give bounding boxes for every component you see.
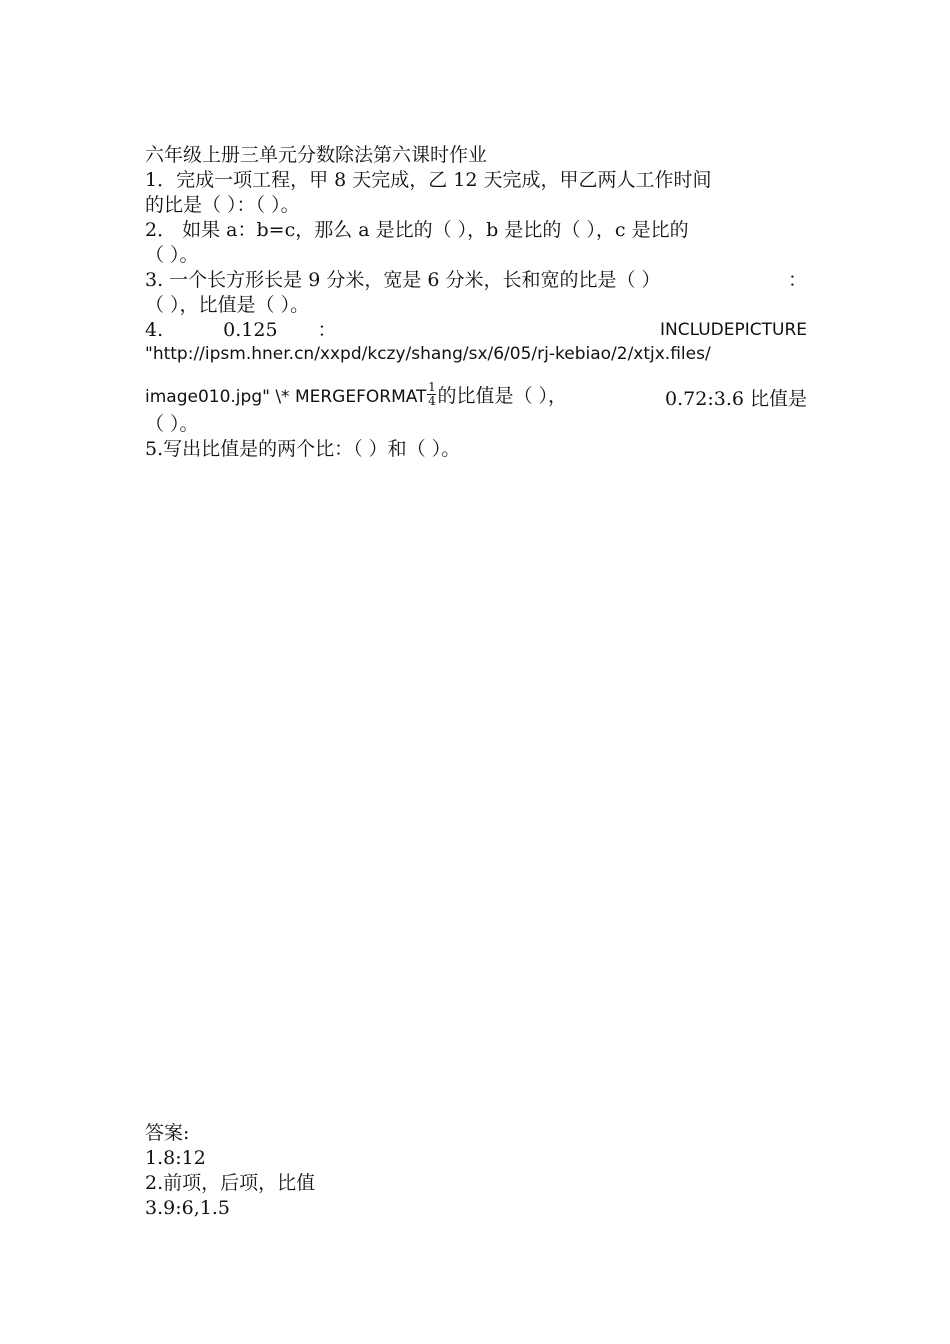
question-4-url: "http://ipsm.hner.cn/xxpd/kczy/shang/sx/6/05/rj-kebiao/2/xtjx.files/ <box>145 344 711 364</box>
question-1-line-1: 1．完成一项工程，甲 8 天完成，乙 12 天完成，甲乙两人工作时间 <box>145 169 712 191</box>
worksheet-body <box>145 143 807 462</box>
question-3-colon: ： <box>787 269 807 291</box>
question-4-line-3 <box>145 372 807 412</box>
question-4-value: 0.125 <box>223 318 278 341</box>
question-2-line-1: 2． 如果 a：b=c，那么 a 是比的（ ），b 是比的（ ），c 是比的 <box>145 219 689 241</box>
question-4-second-ratio: 0.72:3.6 比值是 <box>665 388 807 410</box>
answer-2: 2.前项，后项，比值 <box>145 1172 316 1194</box>
question-3-line-2: （ ），比值是（ ）。 <box>145 294 310 316</box>
answer-1: 1.8:12 <box>145 1147 206 1169</box>
question-3-line-1 <box>145 268 807 293</box>
answer-3: 3.9:6,1.5 <box>145 1197 230 1219</box>
question-4-line-4: （ ）。 <box>145 413 199 435</box>
question-3-text: 3. 一个长方形长是 9 分米，宽是 6 分米，长和宽的比是（ ） <box>145 269 661 291</box>
question-4-image-ref <box>145 380 567 412</box>
question-4-colon: ： <box>317 318 337 341</box>
question-4-field-code: INCLUDEPICTURE <box>659 320 807 340</box>
question-5: 5.写出比值是的两个比：（ ）和（ ）。 <box>145 438 461 460</box>
question-1-line-2: 的比是（ ）：（ ）。 <box>145 194 300 216</box>
fraction-denominator: 4 <box>428 394 436 408</box>
fraction-one-quarter <box>427 381 436 408</box>
question-4-image-name: image010.jpg" \* MERGEFORMAT <box>145 387 427 408</box>
answer-section <box>145 1121 807 1221</box>
worksheet-title: 六年级上册三单元分数除法第六课时作业 <box>145 144 488 166</box>
question-4-number: 4. <box>145 318 164 341</box>
question-2-line-2: （ ）。 <box>145 244 199 266</box>
question-4-line-1 <box>145 318 807 342</box>
fraction-numerator: 1 <box>428 380 436 394</box>
answer-heading: 答案: <box>145 1122 190 1144</box>
question-4-tail: 的比值是（ ）， <box>437 385 567 408</box>
